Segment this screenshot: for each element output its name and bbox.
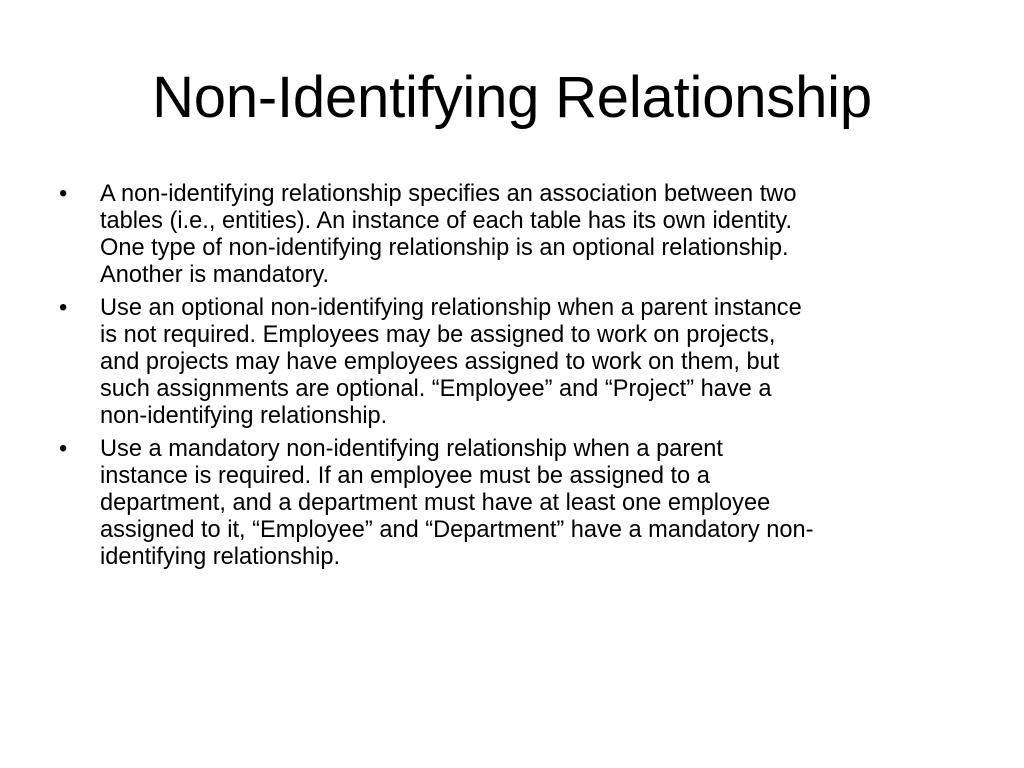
bullet-line: such assignments are optional. “Employee” and “Project” have a (100, 376, 772, 402)
bullet-line: Another is mandatory. (100, 262, 330, 288)
bullet-line: instance is required. If an employee must be assigned to a (100, 463, 710, 489)
bullet-line: is not required. Employees may be assigned to work on projects, (100, 322, 776, 348)
bullet-list (59, 181, 969, 577)
bullet-line: Use an optional non-identifying relationship when a parent instance (100, 295, 802, 321)
bullet-line: tables (i.e., entities). An instance of each table has its own identity. (100, 208, 793, 234)
bullet-line: A non-identifying relationship specifies an association between two (100, 181, 797, 207)
bullet-line: Use a mandatory non-identifying relationship when a parent (100, 436, 723, 462)
bullet-line: and projects may have employees assigned to work on them, but (100, 349, 780, 375)
bullet-line: assigned to it, “Employee” and “Department” have a mandatory non- (100, 517, 814, 543)
bullet-item (59, 181, 969, 289)
bullet-point-icon: • (59, 181, 68, 207)
bullet-line: One type of non-identifying relationship is an optional relationship. (100, 235, 789, 261)
bullet-point-icon: • (59, 295, 68, 321)
bullet-item (59, 436, 969, 571)
bullet-line: identifying relationship. (100, 544, 341, 570)
bullet-line: non-identifying relationship. (100, 403, 388, 429)
bullet-item (59, 295, 969, 430)
bullet-point-icon: • (59, 436, 68, 462)
bullet-line: department, and a department must have at least one employee (100, 490, 771, 516)
slide-title: Non-Identifying Relationship (152, 65, 872, 130)
